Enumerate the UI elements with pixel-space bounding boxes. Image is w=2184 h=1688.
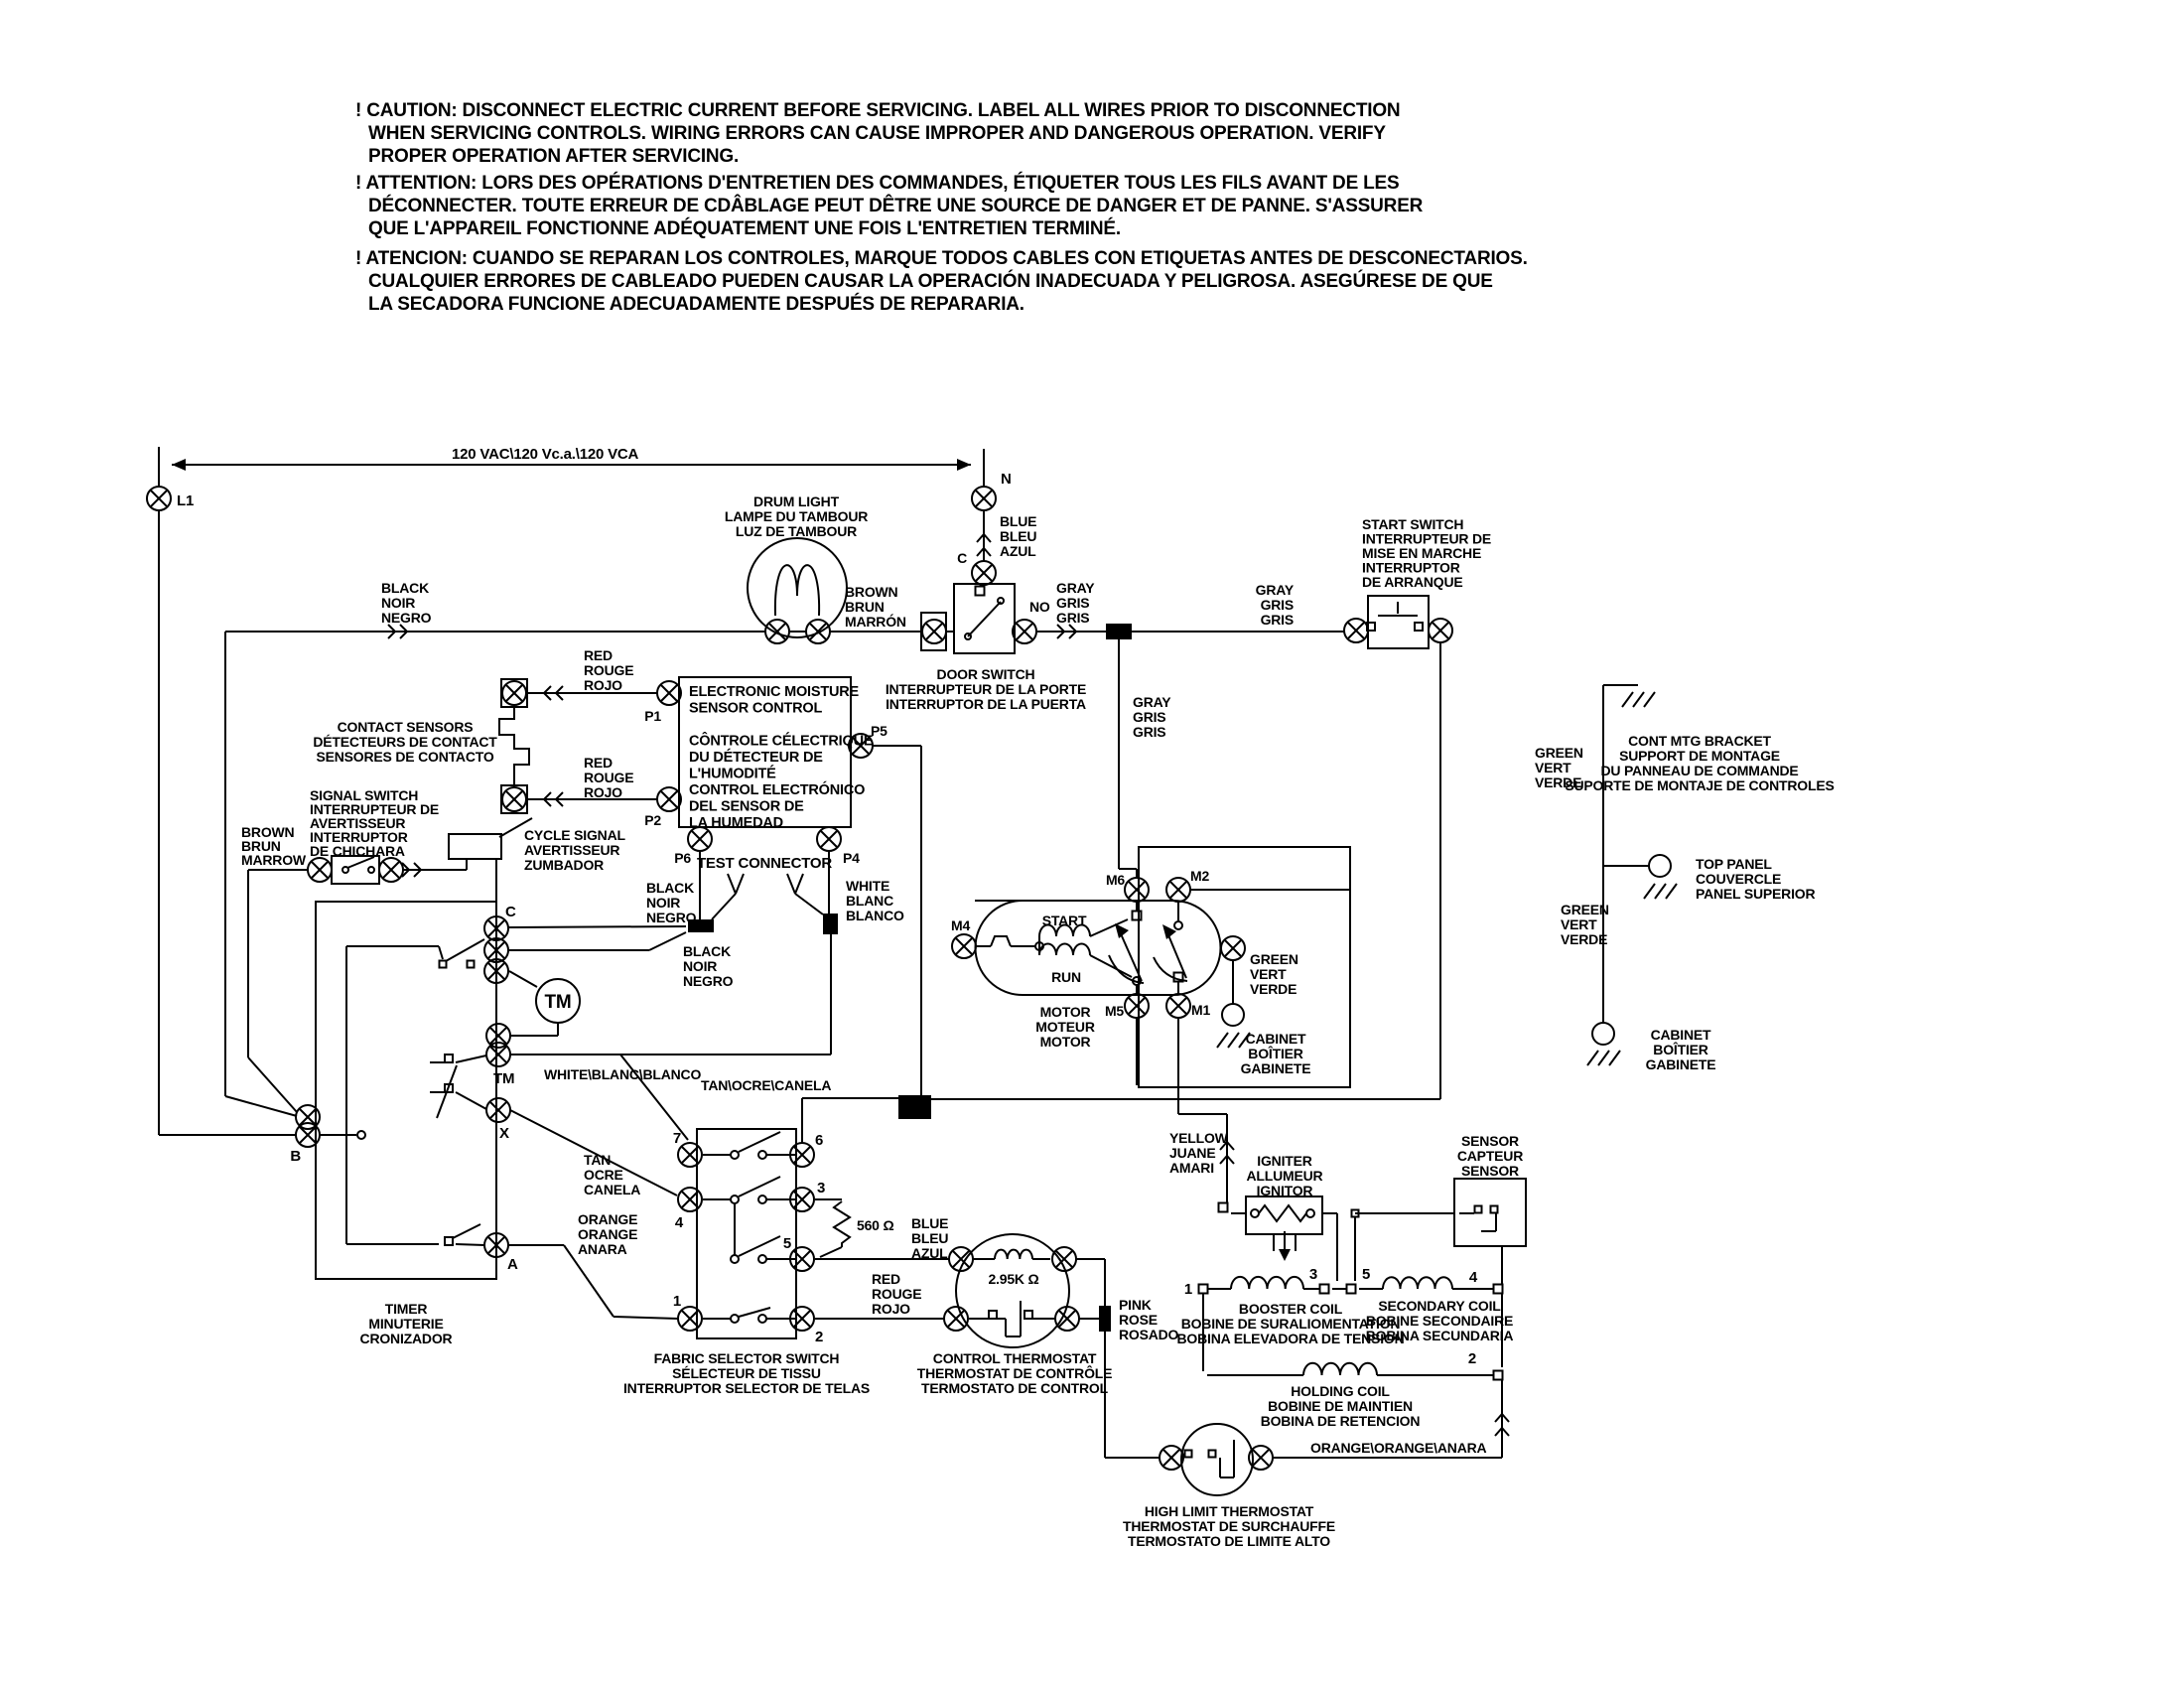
label-caution-en: ! CAUTION: DISCONNECT ELECTRIC CURRENT BEFORE SERVICING. LABEL ALL WIRES PRIOR TO DISCONNECTION WHEN SERVICING CONTROLS. WIRING ERRORS CAN CAUSE IMPROPER AND DANGEROUS OPERATION. VERIFY PROPER OPERATION AFTER SERVICING. [355,100,1401,167]
terminal-symbol [1055,1307,1079,1331]
terminal-symbol [678,1307,702,1331]
label-blue-sel: BLUE BLEU AZUL [911,1215,949,1261]
label-m5: M5 [1104,1003,1124,1019]
terminal-symbol [765,620,789,643]
label-pink: PINK ROSE ROSADO [1119,1297,1179,1342]
label-no: NO [1029,599,1050,615]
label-fabric-selector: FABRIC SELECTOR SWITCH SÉLECTEUR DE TISSU INTERRUPTOR SELECTOR DE TELAS [622,1350,871,1396]
label-caution-es: ! ATENCION: CUANDO SE REPARAN LOS CONTROLES, MARQUE TODOS CABLES CON ETIQUETAS ANTES DE DESCONECTARIOS. CUALQUIER ERRORES DE CABLEADO PUEDEN CAUSAR LA OPERACIÓN INADECUADA Y PELIGROSA. ASEGÚRESE DE QUE LA SECADORA FUNCIONE ADECUADAMENTE DESPUÉS DE REPARARIA. [355,248,1528,315]
label-res-sel: 560 Ω [857,1217,894,1233]
label-test-connector: TEST CONNECTOR [696,855,833,872]
label-white-inline: WHITE\BLANC\BLANCO [544,1066,702,1082]
label-gray-door: GRAY GRIS GRIS [1056,580,1095,626]
label-red-sel: RED ROUGE ROJO [872,1271,922,1317]
label-brown-drum: BROWN BRUN MARRÓN [845,584,906,630]
terminal-symbol [147,487,171,510]
label-tan-inline: TAN\OCRE\CANELA [701,1077,832,1093]
terminal-symbol [379,858,403,882]
label-coil3: 3 [1308,1266,1317,1283]
terminal-symbol [952,934,976,958]
label-black-splice: BLACK NOIR NEGRO [646,880,697,925]
label-caution-fr: ! ATTENTION: LORS DES OPÉRATIONS D'ENTRETIEN DES COMMANDES, ÉTIQUETER TOUS LES FILS AVANT DE LES DÉCONNECTER. TOUTE ERREUR DE CDÂBLAGE PEUT DÊTRE UNE SOURCE DE DANGER ET DE PANNE. S'ASSURER QUE L'APPAREIL FONCTIONNE ADÉQUATEMENT UNE FOIS L'ENTRETIEN TERMINÉ. [355,173,1424,239]
label-coil1: 1 [1183,1281,1192,1298]
label-sel5: 5 [782,1235,791,1252]
label-blue-n: BLUE BLEU AZUL [1000,513,1037,559]
label-black-main: BLACK NOIR NEGRO [381,580,432,626]
label-tm-motor: TM [544,992,572,1013]
terminal-symbol [486,1043,510,1066]
terminal-symbol [972,487,996,510]
terminal-symbol [1166,994,1190,1018]
label-l1: L1 [177,492,195,509]
label-c-timer: C [505,904,516,920]
label-start-switch: START SWITCH INTERRUPTEUR DE MISE EN MARCHE INTERRUPTOR DE ARRANQUE [1362,516,1492,590]
label-n: N [1001,471,1012,488]
label-p6: P6 [674,850,691,866]
label-res-ct: 2.95K Ω [988,1271,1039,1287]
terminal-symbol [1429,619,1452,642]
terminal-symbol [806,620,830,643]
label-coil5: 5 [1362,1266,1371,1283]
label-drum-light: DRUM LIGHT LAMPE DU TAMBOUR LUZ DE TAMBOUR [724,493,869,539]
label-black-wire: BLACK NOIR NEGRO [683,943,734,989]
label-cycle-signal: CYCLE SIGNAL AVERTISSEUR ZUMBADOR [524,827,625,873]
label-green-motor: GREEN VERT VERDE [1250,951,1298,997]
label-booster: BOOSTER COIL BOBINE DE SURALIOMENTATION BOBINA ELEVADORA DE TENSION [1176,1301,1405,1346]
label-voltage: 120 VAC\120 Vc.a.\120 VCA [452,446,639,463]
label-p2: P2 [644,812,661,828]
label-green-bracket: GREEN VERT VERDE [1535,745,1583,790]
label-start-w: START [1041,913,1087,928]
label-run-w: RUN [1051,969,1081,985]
label-yellow: YELLOW JUANE AMARI [1169,1130,1228,1176]
terminal-symbol [817,827,841,851]
terminal-symbol [657,787,681,811]
label-b-term: B [290,1148,301,1165]
label-cont-mtg: CONT MTG BRACKET SUPPORT DE MONTAGE DU PANNEAU DE COMMANDE SUPORTE DE MONTAJE DE CONTROLES [1565,733,1835,793]
terminal-symbol [1166,878,1190,902]
label-sel3: 3 [817,1180,826,1196]
label-holding: HOLDING COIL BOBINE DE MAINTIEN BOBINA DE RETENCION [1260,1383,1421,1429]
label-door-switch: DOOR SWITCH INTERRUPTEUR DE LA PORTE INTERRUPTOR DE LA PUERTA [885,666,1087,712]
label-high-limit: HIGH LIMIT THERMOSTAT THERMOSTAT DE SURCHAUFFE TERMOSTATO DE LIMITE ALTO [1122,1503,1336,1549]
terminal-symbol [678,1188,702,1211]
label-top-panel: TOP PANEL COUVERCLE PANEL SUPERIOR [1696,856,1816,902]
terminal-symbol [1125,878,1149,902]
label-sel4: 4 [674,1214,683,1231]
label-tm-term: TM [493,1070,515,1087]
label-p1: P1 [644,708,661,724]
label-brown-signal: BROWN BRUN MARROW [241,824,306,868]
terminal-symbol [308,858,332,882]
label-timer: TIMER MINUTERIE CRONIZADOR [359,1301,453,1346]
label-coil4: 4 [1468,1269,1478,1286]
terminal-symbol [922,620,946,643]
label-orange-inline: ORANGE\ORANGE\ANARA [1310,1440,1487,1456]
label-c-door: C [957,550,967,566]
label-control-thermostat: CONTROL THERMOSTAT THERMOSTAT DE CONTRÔLE TERMOSTATO DE CONTROL [916,1350,1113,1396]
terminal-symbol [486,1098,510,1122]
label-white-p4: WHITE BLANC BLANCO [846,878,904,923]
terminal-symbol [1221,936,1245,960]
terminal-symbol [502,787,526,811]
terminal-symbol [678,1143,702,1167]
label-green-panel: GREEN VERT VERDE [1561,902,1609,947]
terminal-symbol [1160,1446,1183,1470]
label-p4: P4 [843,850,860,866]
label-a-term: A [507,1256,518,1273]
label-m1: M1 [1191,1002,1211,1018]
label-sensor: SENSOR CAPTEUR SENSOR [1456,1133,1524,1179]
label-orange-timer: ORANGE ORANGE ANARA [578,1211,638,1257]
label-cabinet-motor: CABINET BOÎTIER GABINETE [1240,1031,1311,1076]
label-m4: M4 [951,917,971,933]
label-m6: M6 [1105,872,1125,888]
label-emsc: ELECTRONIC MOISTURE SENSOR CONTROL CÔNTROLE CÉLECTRIQUE DU DÉTECTEUR DE L'HUMODITÉ CONTROL ELECTRÓNICO DEL SENSOR DE LA HUMEDAD [689,684,874,831]
label-red-p2: RED ROUGE ROJO [584,755,634,800]
terminal-symbol [1344,619,1368,642]
label-gray-start: GRAY GRIS GRIS [1255,582,1294,628]
label-secondary: SECONDARY COIL BOBINE SECONDAIRE BOBINA SECUNDARIA [1365,1298,1514,1343]
label-tan-sel: TAN OCRE CANELA [584,1152,641,1197]
label-coil2: 2 [1467,1350,1477,1367]
label-motor: MOTOR MOTEUR MOTOR [1035,1004,1095,1050]
label-sel1: 1 [672,1293,681,1310]
label-sel6: 6 [815,1132,824,1149]
label-contact-sensors: CONTACT SENSORS DÉTECTEURS DE CONTACT SENSORES DE CONTACTO [313,719,497,765]
terminal-symbol [486,1024,510,1048]
label-signal-switch: SIGNAL SWITCH INTERRUPTEUR DE AVERTISSEUR INTERRUPTOR DE CHICHARA [310,787,440,859]
label-p5: P5 [871,723,887,739]
terminal-symbol [502,681,526,705]
label-x-term: X [499,1125,509,1142]
label-m2: M2 [1190,868,1210,884]
terminal-symbol [657,681,681,705]
terminal-symbol [1125,994,1149,1018]
label-gray-motor: GRAY GRIS GRIS [1133,694,1171,740]
label-cabinet-right: CABINET BOÎTIER GABINETE [1645,1027,1716,1072]
label-sel7: 7 [672,1130,681,1147]
label-sel2: 2 [815,1329,824,1345]
label-red-p1: RED ROUGE ROJO [584,647,634,693]
terminal-symbol [972,561,996,585]
terminal-symbol [1013,620,1036,643]
label-igniter: IGNITER ALLUMEUR IGNITOR [1246,1153,1323,1198]
